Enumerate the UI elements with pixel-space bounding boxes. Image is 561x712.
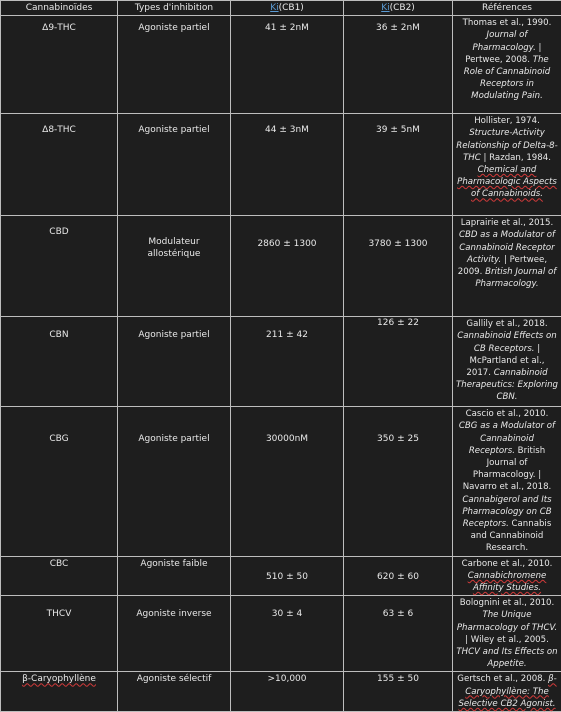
header-inhibition-type: Types d'inhibition (118, 1, 231, 16)
cell-type: Agoniste faible (118, 556, 231, 596)
cell-references: Cascio et al., 2010. CBG as a Modulator of Cannabinoid Receptors. British Journal of Pharmacology. | Navarro et al., 2018. Cannabigerol and Its Pharmacology on CB Receptors. Cannabis and Cannabinoid Research. (453, 407, 561, 556)
cell-references: Hollister, 1974. Structure-Activity Relationship of Delta-8-THC | Razdan, 1984. Chemical and Pharmacologic Aspects of Cannabinoids. (453, 114, 561, 216)
table-row (1, 114, 561, 216)
cell-name: THCV (1, 596, 118, 672)
cell-type: Agoniste sélectif (118, 672, 231, 712)
cell-type: Agoniste partiel (118, 407, 231, 556)
table-row (1, 556, 561, 596)
cell-cb2: 36 ± 2nM (344, 16, 453, 114)
table-row (1, 16, 561, 114)
table-row (1, 672, 561, 712)
cell-cb2: 39 ± 5nM (344, 114, 453, 216)
cell-references: Gallily et al., 2018. Cannabinoid Effects on CB Receptors. | McPartland et al., 2017. Cannabinoid Therapeutics: Exploring CBN. (453, 317, 561, 407)
cell-references: Bolognini et al., 2010. The Unique Pharmacology of THCV. | Wiley et al., 2005. THCV and Its Effects on Appetite. (453, 596, 561, 672)
table-row (1, 216, 561, 317)
cell-cb1: 44 ± 3nM (231, 114, 344, 216)
header-cannabinoids: Cannabinoïdes (1, 1, 118, 16)
ki-link[interactable]: Ki (270, 3, 278, 13)
cell-name: CBD (1, 216, 118, 317)
cell-cb2: 126 ± 22 (344, 317, 453, 407)
cell-name: β-Caryophyllène (1, 672, 118, 712)
header-ki-cb2: Ki(CB2) (344, 1, 453, 16)
header-references: Références (453, 1, 561, 16)
table-row (1, 596, 561, 672)
cell-cb1: 30 ± 4 (231, 596, 344, 672)
cell-cb1: 2860 ± 1300 (231, 216, 344, 317)
cell-cb2: 3780 ± 1300 (344, 216, 453, 317)
cell-references: Laprairie et al., 2015. CBD as a Modulator of Cannabinoid Receptor Activity. | Pertwee, 2009. British Journal of Pharmacology. (453, 216, 561, 317)
cell-type: Modulateur allostérique (118, 216, 231, 317)
cell-references: Carbone et al., 2010. Cannabichromene Affinity Studies. (453, 556, 561, 596)
ki-link[interactable]: Ki (381, 3, 389, 13)
table-row (1, 317, 561, 407)
cell-name: CBC (1, 556, 118, 596)
cell-cb2: 155 ± 50 (344, 672, 453, 712)
cell-references: Thomas et al., 1990. Journal of Pharmacology. | Pertwee, 2008. The Role of Cannabinoid Receptors in Modulating Pain. (453, 16, 561, 114)
cell-cb1: 41 ± 2nM (231, 16, 344, 114)
cell-name: Δ8-THC (1, 114, 118, 216)
cell-cb2: 350 ± 25 (344, 407, 453, 556)
cell-cb2: 620 ± 60 (344, 556, 453, 596)
cell-cb1: 30000nM (231, 407, 344, 556)
cell-name: Δ9-THC (1, 16, 118, 114)
cell-type: Agoniste partiel (118, 16, 231, 114)
header-row (1, 1, 561, 16)
cell-name: CBG (1, 407, 118, 556)
cell-cb2: 63 ± 6 (344, 596, 453, 672)
cell-cb1: 510 ± 50 (231, 556, 344, 596)
cell-references: Gertsch et al., 2008. β-Caryophyllène: The Selective CB2 Agonist. (453, 672, 561, 712)
cell-cb1: 211 ± 42 (231, 317, 344, 407)
table-row (1, 407, 561, 556)
cell-type: Agoniste partiel (118, 114, 231, 216)
cell-type: Agoniste partiel (118, 317, 231, 407)
cell-name: CBN (1, 317, 118, 407)
cell-type: Agoniste inverse (118, 596, 231, 672)
header-ki-cb1: Ki(CB1) (231, 1, 344, 16)
cell-cb1: >10,000 (231, 672, 344, 712)
